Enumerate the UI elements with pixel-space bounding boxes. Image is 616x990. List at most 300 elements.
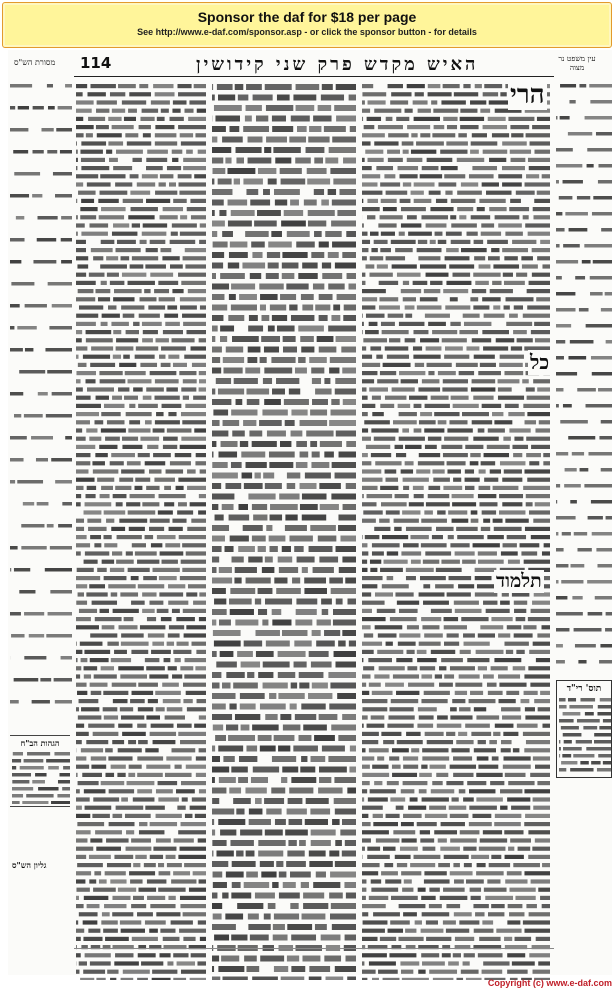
word-mark [362,371,377,375]
word-mark [76,199,77,203]
word-mark [333,305,340,311]
word-mark [484,453,509,457]
word-mark [76,756,86,760]
word-mark [103,535,111,539]
word-mark [572,452,584,456]
word-mark [171,920,193,924]
word-mark [379,305,400,309]
word-mark [109,822,135,826]
word-mark [81,141,106,145]
header-rule [74,76,554,77]
word-mark [90,633,117,637]
word-mark [606,612,612,616]
word-mark [480,838,507,842]
word-mark [421,929,444,933]
word-mark [265,599,292,605]
word-mark [420,666,435,670]
word-mark [428,84,441,88]
word-mark [452,519,469,523]
word-mark [533,970,550,974]
word-mark [85,806,112,810]
word-mark [175,453,192,457]
word-mark [450,543,469,547]
word-mark [319,347,337,353]
word-mark [425,445,437,449]
word-mark [291,777,316,783]
word-mark [121,256,130,260]
word-mark [104,543,117,547]
word-mark [135,355,155,359]
word-mark [246,105,262,111]
word-mark [564,740,572,744]
word-mark [159,953,170,957]
word-mark [183,683,206,687]
word-mark [146,158,167,162]
word-mark [403,486,409,490]
word-mark [108,305,116,309]
word-mark [386,510,400,514]
word-mark [101,666,114,670]
word-mark [141,961,163,965]
word-mark [438,371,456,375]
word-mark [533,797,550,801]
word-mark [12,801,20,804]
word-mark [398,937,423,941]
word-mark [496,929,521,933]
word-mark [367,847,380,851]
word-mark [428,494,450,498]
word-mark [304,578,326,584]
word-mark [405,461,414,465]
word-mark [218,819,245,825]
word-mark [290,872,311,878]
word-mark [212,231,217,237]
word-mark [403,765,418,769]
word-mark [76,404,101,408]
word-mark [503,543,517,547]
word-mark [270,515,283,521]
word-mark [222,893,228,899]
word-mark [153,453,171,457]
word-mark [422,748,448,752]
word-mark [199,879,206,883]
word-mark [117,535,142,539]
word-mark [80,642,103,646]
word-mark [362,494,364,498]
word-mark [321,935,341,941]
word-mark [524,748,550,752]
word-mark [212,252,224,258]
word-mark [128,215,154,219]
word-mark [119,478,133,482]
word-mark [325,231,341,237]
word-mark [432,535,443,539]
word-mark [282,546,291,552]
word-mark [275,819,286,825]
word-mark [570,768,593,772]
word-mark [115,182,132,186]
word-mark [424,691,450,695]
word-mark [232,557,244,563]
word-mark [294,662,307,668]
word-mark [418,707,437,711]
word-mark [105,748,113,752]
word-mark [158,888,185,892]
word-mark [492,281,501,285]
word-mark [513,453,522,457]
word-mark [212,819,214,825]
word-mark [488,691,503,695]
word-mark [226,872,244,878]
word-mark [403,756,418,760]
word-mark [212,347,222,353]
word-mark [102,625,115,629]
word-mark [481,223,494,227]
word-mark [198,150,206,154]
word-mark [584,244,612,248]
word-mark [212,578,232,584]
word-mark [61,656,72,660]
sponsor-banner[interactable] [2,2,612,48]
word-mark [193,601,206,605]
word-mark [137,773,163,777]
word-mark [118,724,132,728]
word-mark [556,660,565,664]
word-mark [178,502,187,506]
word-mark [395,494,409,498]
word-mark [233,683,258,689]
word-mark [245,116,252,122]
word-mark [556,244,560,248]
word-mark [487,879,500,883]
word-mark [218,95,235,101]
word-mark [278,651,306,657]
word-mark [118,888,136,892]
word-mark [316,872,326,878]
word-mark [176,617,195,621]
word-mark [334,777,356,783]
word-mark [212,473,238,479]
word-mark [183,166,206,170]
word-mark [123,355,130,359]
word-mark [334,105,356,111]
word-mark [169,182,176,186]
word-mark [76,355,79,359]
word-mark [212,693,236,699]
word-mark [167,961,173,965]
word-mark [489,740,497,744]
word-mark [173,650,191,654]
word-mark [335,966,356,972]
word-mark [420,412,432,416]
word-mark [471,519,479,523]
word-mark [397,601,419,605]
word-mark [153,428,165,432]
word-mark [446,281,471,285]
word-mark [396,117,409,121]
word-mark [504,830,523,834]
word-mark [212,651,217,657]
word-mark [459,707,470,711]
word-mark [22,801,48,804]
word-mark [508,847,514,851]
word-mark [436,773,448,777]
word-mark [535,338,550,342]
word-mark [12,766,16,770]
word-mark [200,223,206,227]
word-mark [439,666,446,670]
word-mark [234,378,258,384]
talmud-heading: תלמוד [496,570,542,592]
word-mark [87,182,111,186]
word-mark [417,724,433,728]
word-mark [499,683,526,687]
word-mark [535,765,550,769]
word-mark [424,871,446,875]
word-mark [540,240,550,244]
bottom-rule [74,948,554,949]
word-mark [146,715,160,719]
word-mark [10,612,21,616]
word-mark [231,284,255,290]
word-mark [146,666,165,670]
word-mark [76,625,99,629]
word-mark [362,683,366,687]
word-mark [142,109,159,113]
word-mark [81,199,94,203]
word-mark [178,92,206,96]
word-mark [76,379,81,383]
word-mark [258,168,276,174]
word-mark [430,240,436,244]
word-mark [121,715,144,719]
word-mark [122,273,146,277]
word-mark [530,141,550,145]
word-mark [421,543,447,547]
word-mark [380,937,396,941]
word-mark [76,346,87,350]
word-mark [184,355,206,359]
word-mark [472,133,487,137]
word-mark [336,84,356,90]
word-mark [231,305,257,311]
word-mark [336,599,343,605]
word-mark [444,625,467,629]
word-mark [150,732,176,736]
word-mark [438,863,450,867]
word-mark [314,735,335,741]
word-mark [564,484,581,488]
word-mark [12,787,33,791]
word-mark [560,420,588,424]
word-mark [387,551,398,555]
word-mark [244,483,263,489]
word-mark [131,650,148,654]
word-mark [294,641,311,647]
word-mark [396,658,412,662]
word-mark [103,691,128,695]
word-mark [328,756,356,762]
word-mark [561,761,577,765]
word-mark [375,461,401,465]
word-mark [466,879,484,883]
word-mark [362,748,366,752]
word-mark [150,240,166,244]
word-mark [311,830,336,836]
word-mark [443,379,468,383]
word-mark [170,264,183,268]
word-mark [362,199,363,203]
word-mark [453,773,473,777]
word-mark [125,814,151,818]
word-mark [486,609,510,613]
word-mark [511,133,523,137]
word-mark [101,428,126,432]
copyright-link[interactable]: Copyright (c) www.e-daf.com [487,978,612,988]
word-mark [453,404,479,408]
word-mark [76,888,89,892]
word-mark [508,781,534,785]
word-mark [243,525,263,531]
word-mark [232,336,259,342]
word-mark [59,773,70,777]
word-mark [362,576,383,580]
word-mark [556,260,578,264]
word-mark [173,100,187,104]
word-mark [483,92,498,96]
word-mark [370,256,384,260]
word-mark [181,141,206,145]
word-mark [427,363,452,367]
word-mark [392,387,415,391]
word-mark [500,806,507,810]
word-mark [182,568,206,572]
word-mark [559,698,566,702]
word-mark [362,625,371,629]
word-mark [362,100,365,104]
word-mark [218,746,243,752]
word-mark [477,863,486,867]
word-mark [334,798,356,804]
word-mark [380,215,403,219]
word-mark [185,404,206,408]
word-mark [212,147,231,153]
word-mark [415,92,424,96]
word-mark [115,486,131,490]
word-mark [442,953,451,957]
word-mark [556,404,559,408]
word-mark [284,210,303,216]
word-mark [510,838,531,842]
word-mark [110,92,125,96]
word-mark [212,756,220,762]
word-mark [459,674,480,678]
word-mark [533,806,550,810]
word-mark [601,228,612,232]
word-mark [524,822,550,826]
word-mark [180,297,206,301]
word-mark [212,672,221,678]
word-mark [270,305,286,311]
word-mark [181,822,206,826]
word-mark [232,861,256,867]
word-mark [586,324,612,328]
word-mark [362,437,371,441]
word-mark [33,260,56,264]
word-mark [324,630,340,636]
word-mark [428,371,434,375]
word-mark [272,882,278,888]
word-mark [88,724,114,728]
word-mark [421,699,447,703]
word-mark [160,215,178,219]
word-mark [128,428,150,432]
word-mark [168,666,177,670]
word-mark [528,830,550,834]
word-mark [529,953,550,957]
word-mark [573,754,594,758]
word-mark [286,861,306,867]
word-mark [51,458,72,462]
word-mark [288,798,303,804]
word-mark [222,231,233,237]
word-mark [479,847,506,851]
word-mark [82,773,102,777]
word-mark [469,822,492,826]
word-mark [219,777,236,783]
word-mark [278,746,290,752]
word-mark [445,191,452,195]
word-mark [229,126,239,132]
word-mark [142,174,158,178]
word-mark [342,819,356,825]
word-mark [246,389,269,395]
word-mark [293,95,316,101]
word-mark [212,956,219,962]
word-mark [598,388,612,392]
word-mark [212,452,213,458]
word-mark [460,650,471,654]
word-mark [341,347,356,353]
word-mark [83,937,102,941]
word-mark [222,683,230,689]
word-mark [199,379,206,383]
word-mark [163,207,183,211]
word-mark [32,150,43,154]
word-mark [478,560,504,564]
word-mark [252,977,278,981]
word-mark [410,535,428,539]
word-mark [362,904,386,908]
word-mark [11,634,24,638]
word-mark [116,502,123,506]
word-mark [363,510,382,514]
word-mark [380,248,391,252]
word-mark [504,281,525,285]
word-mark [476,650,504,654]
word-mark [245,231,269,237]
word-mark [180,232,206,236]
word-mark [150,273,173,277]
word-mark [212,809,234,815]
word-mark [258,851,283,857]
word-mark [325,158,338,164]
word-mark [167,428,192,432]
word-mark [450,322,460,326]
word-mark [47,524,54,528]
word-mark [276,861,283,867]
word-mark [256,651,274,657]
